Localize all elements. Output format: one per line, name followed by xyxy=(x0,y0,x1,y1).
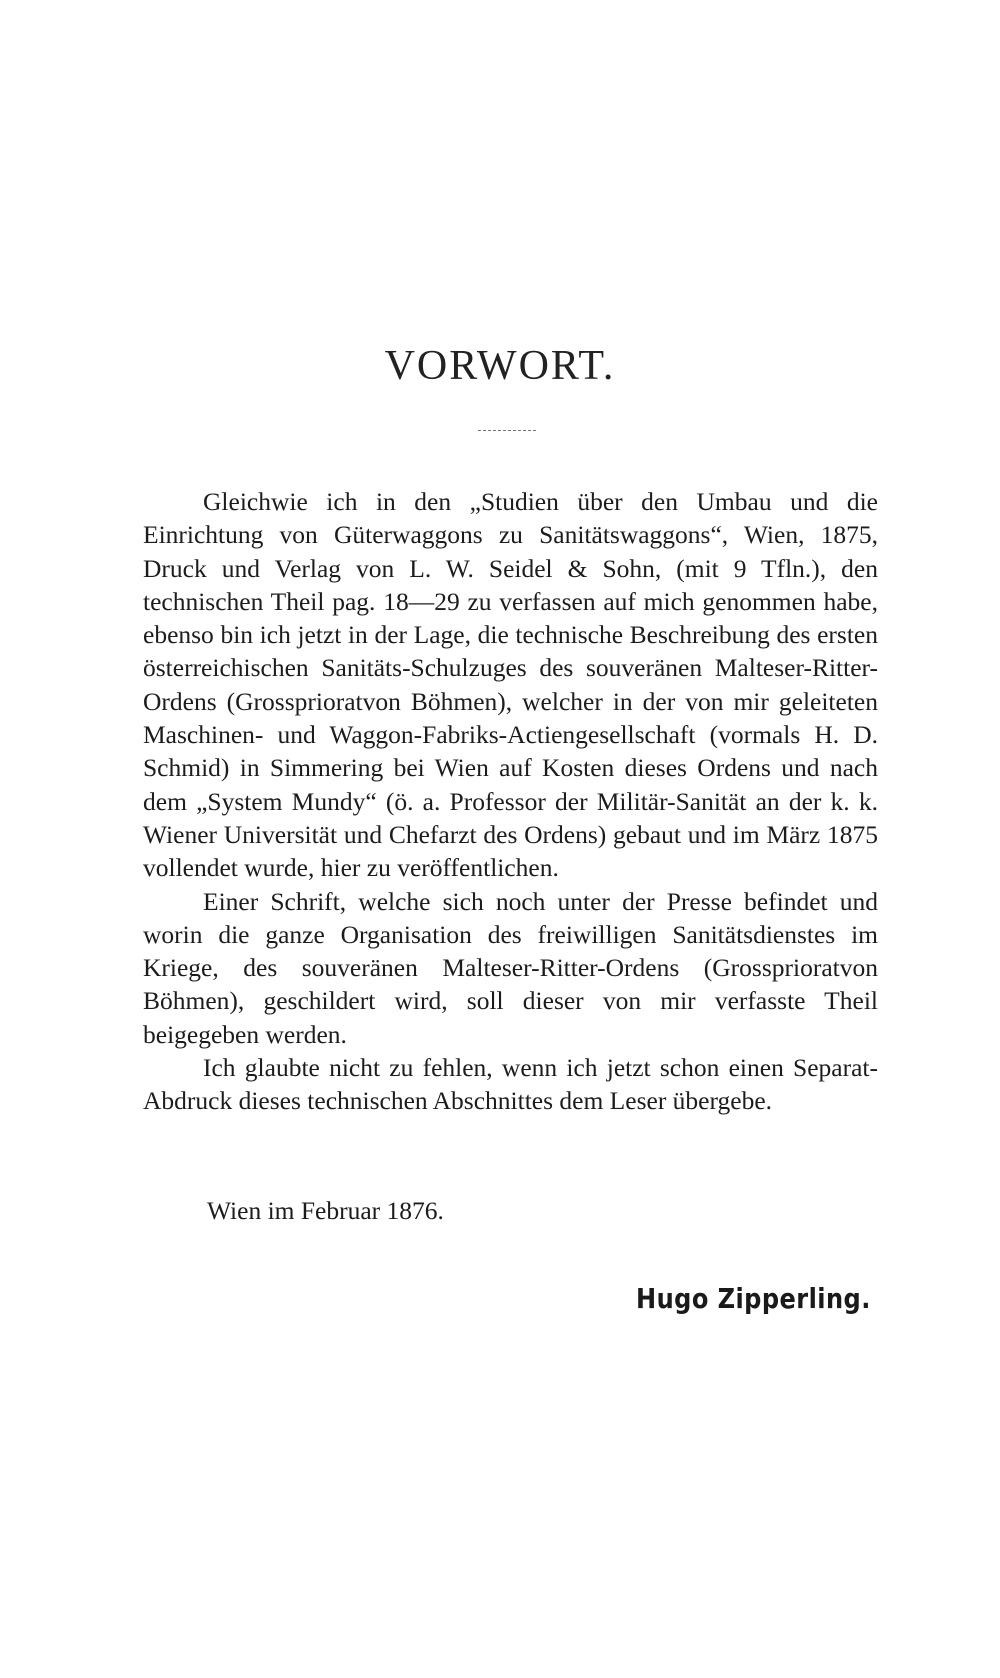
place-date: Wien im Februar 1876. xyxy=(207,1196,444,1225)
paragraph-3: Ich glaubte nicht zu fehlen, wenn ich jetzt schon einen Separat-Abdruck dieses technischen Abschnittes dem Leser übergebe. xyxy=(143,1053,878,1116)
paragraph-2: Einer Schrift, welche sich noch unter der Presse befindet und worin die ganze Organisation des freiwilligen Sanitätsdienstes im Kriege, des souveränen Malteser-Ritter-Ordens (Grossprioratvon Böhmen), geschildert wird, soll dieser von mir verfasste Theil beigegeben werden. xyxy=(143,886,878,1049)
preface-body xyxy=(143,485,878,1118)
author-signature: Hugo Zipperling. xyxy=(636,1282,871,1315)
title-divider xyxy=(478,430,536,431)
page-title: VORWORT. xyxy=(384,343,616,389)
paragraph-1: Gleichwie ich in den „Studien über den Umbau und die Einrichtung von Güterwaggons zu Sanitätswaggons“, Wien, 1875, Druck und Verlag von L. W. Seidel & Sohn, (mit 9 Tfln.), den technischen Theil pag. 18—29 zu verfassen auf mich genommen habe, ebenso bin ich jetzt in der Lage, die technische Beschreibung des ersten österreichischen Sanitäts-Schulzuges des souveränen Malteser-Ritter-Ordens (Grossprioratvon Böhmen), welcher in der von mir geleiteten Maschinen- und Waggon-Fabriks-Actiengesellschaft (vormals H. D. Schmid) in Simmering bei Wien auf Kosten dieses Ordens und nach dem „System Mundy“ (ö. a. Professor der Militär-Sanität an der k. k. Wiener Universität und Chefarzt des Ordens) gebaut und im März 1875 vollendet wurde, hier zu veröffentlichen. xyxy=(143,487,878,883)
